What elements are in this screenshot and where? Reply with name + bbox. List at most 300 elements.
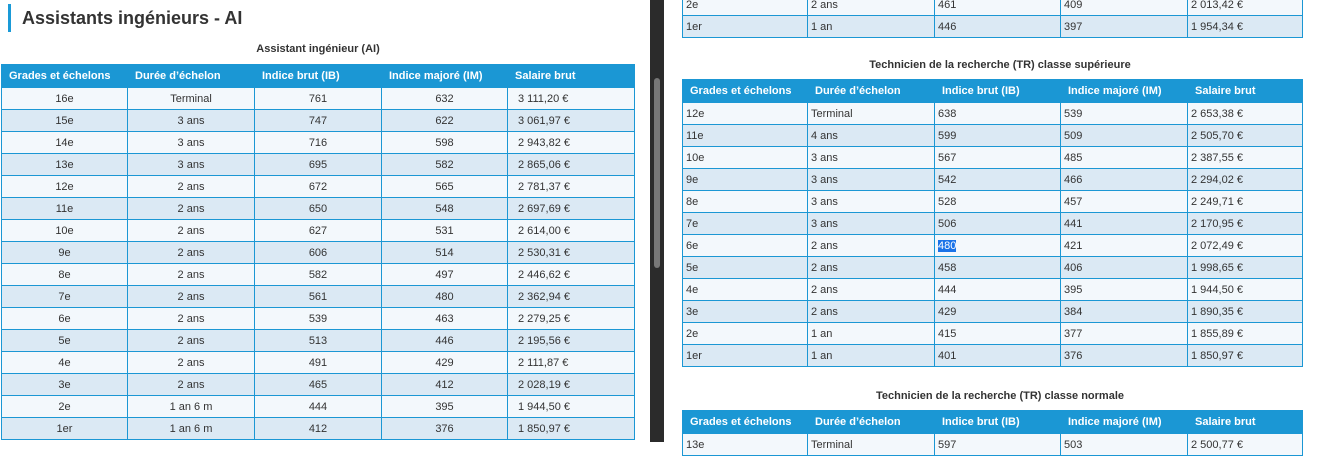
cell-text: 6e — [58, 312, 71, 325]
cell-text: 2 195,56 € — [518, 334, 570, 347]
cell-indice-brut — [255, 132, 382, 154]
cell-text: 480 — [435, 290, 454, 303]
cell-indice-majore — [1061, 323, 1188, 345]
cell-text: 3 ans — [177, 158, 205, 171]
cell-text: 606 — [308, 246, 328, 259]
cell-text: 4 ans — [811, 129, 838, 142]
cell-indice-majore — [1061, 235, 1188, 257]
cell-indice-majore — [1061, 16, 1188, 38]
cell-salary — [1188, 257, 1303, 279]
cell-indice-majore — [1061, 103, 1188, 125]
cell-text: 421 — [1064, 239, 1083, 252]
cell-text: 395 — [1064, 283, 1083, 296]
cell-grade — [683, 169, 808, 191]
cell-text: 695 — [308, 158, 328, 171]
cell-salary — [1188, 235, 1303, 257]
cell-indice-brut — [255, 396, 382, 418]
cell-text: 7e — [58, 290, 71, 303]
salary-table-tr-normal — [682, 410, 1303, 456]
cell-text: 761 — [308, 92, 328, 105]
cell-text: 539 — [1064, 107, 1083, 120]
table-row — [683, 434, 1303, 456]
cell-text: 3 ans — [177, 136, 205, 149]
cell-grade — [683, 191, 808, 213]
cell-indice-majore — [382, 198, 508, 220]
cell-text: 6e — [686, 239, 699, 252]
cell-text: 444 — [308, 400, 328, 413]
cell-text: 1 954,34 € — [1191, 20, 1243, 33]
column-header-indice-brut: Indice brut (IB) — [935, 411, 1061, 434]
cell-indice-majore — [382, 396, 508, 418]
cell-text: 3 ans — [811, 195, 838, 208]
cell-text: 2 ans — [177, 180, 205, 193]
cell-text: 415 — [938, 327, 957, 340]
cell-text: 1 an — [811, 20, 833, 33]
column-header-grade: Grades et échelons — [683, 411, 808, 434]
cell-duration — [128, 330, 255, 352]
cell-text: 2 446,62 € — [518, 268, 570, 281]
cell-indice-brut — [935, 345, 1061, 367]
cell-grade — [2, 220, 128, 242]
cell-text: 2 943,82 € — [518, 136, 570, 149]
cell-indice-brut — [255, 110, 382, 132]
cell-text: 747 — [308, 114, 328, 127]
cell-duration — [128, 220, 255, 242]
column-header-grade: Grades et échelons — [2, 65, 128, 88]
cell-text: 1er — [686, 20, 702, 33]
cell-indice-brut — [255, 308, 382, 330]
cell-salary — [508, 154, 635, 176]
cell-text: 3 061,97 € — [518, 114, 570, 127]
scrollbar-thumb[interactable] — [654, 78, 660, 268]
cell-text: 2 530,31 € — [518, 246, 570, 259]
column-header-duration: Durée d’échelon — [128, 65, 255, 88]
cell-text: 2 697,69 € — [518, 202, 570, 215]
cell-duration — [808, 213, 935, 235]
table-row — [683, 301, 1303, 323]
cell-grade — [683, 279, 808, 301]
cell-indice-brut — [935, 16, 1061, 38]
cell-indice-brut — [255, 286, 382, 308]
cell-text: 15e — [55, 114, 74, 127]
cell-salary — [508, 176, 635, 198]
cell-indice-majore — [382, 132, 508, 154]
cell-indice-brut — [935, 0, 1061, 16]
table-row — [2, 88, 635, 110]
cell-text: Terminal — [811, 107, 853, 120]
table-row — [2, 198, 635, 220]
column-header-indice-brut: Indice brut (IB) — [255, 65, 382, 88]
cell-text: 12e — [55, 180, 74, 193]
cell-text: Terminal — [170, 92, 212, 105]
cell-indice-majore — [1061, 191, 1188, 213]
cell-indice-brut — [935, 125, 1061, 147]
cell-text: 2 028,19 € — [518, 378, 570, 391]
cell-grade — [2, 110, 128, 132]
cell-salary — [508, 110, 635, 132]
cell-text: 446 — [938, 20, 957, 33]
cell-indice-brut — [255, 176, 382, 198]
cell-indice-majore — [382, 264, 508, 286]
cell-duration — [808, 191, 935, 213]
cell-grade — [2, 374, 128, 396]
cell-indice-brut — [935, 191, 1061, 213]
salary-table-previous — [682, 0, 1303, 38]
cell-indice-majore — [382, 286, 508, 308]
cell-text: 11e — [55, 202, 74, 215]
cell-indice-majore — [1061, 257, 1188, 279]
cell-text: 2 279,25 € — [518, 312, 570, 325]
cell-grade — [2, 352, 128, 374]
column-header-salary: Salaire brut — [1188, 80, 1303, 103]
table-row — [2, 154, 635, 176]
cell-indice-majore — [1061, 213, 1188, 235]
cell-grade — [2, 330, 128, 352]
cell-text: 461 — [938, 0, 957, 11]
cell-text: 3 ans — [811, 173, 838, 186]
column-header-indice-majore: Indice majoré (IM) — [1061, 80, 1188, 103]
cell-text: 11e — [686, 129, 704, 142]
column-header-duration: Durée d’échelon — [808, 411, 935, 434]
cell-text: 10e — [686, 151, 705, 164]
cell-indice-majore — [382, 374, 508, 396]
cell-text: 2 ans — [811, 261, 838, 274]
cell-text: 2 170,95 € — [1191, 217, 1243, 230]
cell-text: 509 — [1064, 129, 1083, 142]
cell-text: 2 ans — [177, 312, 205, 325]
table-row — [2, 264, 635, 286]
cell-salary — [1188, 301, 1303, 323]
cell-text: 401 — [938, 349, 957, 362]
cell-text: 1 an 6 m — [169, 400, 213, 413]
table-row — [2, 418, 635, 440]
table-row — [2, 286, 635, 308]
cell-text: 466 — [1064, 173, 1083, 186]
cell-indice-majore — [382, 110, 508, 132]
cell-duration — [128, 396, 255, 418]
cell-duration — [128, 352, 255, 374]
cell-indice-majore — [1061, 279, 1188, 301]
cell-text: 716 — [308, 136, 328, 149]
table-caption-ai: Assistant ingénieur (AI) — [256, 43, 380, 55]
cell-grade — [683, 434, 808, 456]
cell-salary — [508, 308, 635, 330]
cell-indice-brut — [255, 198, 382, 220]
cell-salary — [1188, 191, 1303, 213]
cell-salary — [508, 264, 635, 286]
cell-text: 3e — [686, 305, 699, 318]
cell-text: 2 ans — [177, 334, 205, 347]
cell-duration — [808, 147, 935, 169]
cell-text: 8e — [58, 268, 71, 281]
table-row — [683, 213, 1303, 235]
cell-text: 465 — [308, 378, 328, 391]
cell-grade — [2, 418, 128, 440]
cell-salary — [1188, 169, 1303, 191]
cell-salary — [508, 286, 635, 308]
cell-grade — [683, 147, 808, 169]
cell-text: 567 — [938, 151, 957, 164]
cell-indice-majore — [382, 418, 508, 440]
cell-duration — [808, 323, 935, 345]
cell-text: 412 — [435, 378, 454, 391]
cell-text: 2 387,55 € — [1191, 151, 1243, 164]
cell-salary — [508, 374, 635, 396]
cell-duration — [808, 16, 935, 38]
cell-text: 2e — [58, 400, 71, 413]
cell-duration — [128, 374, 255, 396]
cell-duration — [128, 418, 255, 440]
table-row — [683, 257, 1303, 279]
table-row — [2, 220, 635, 242]
table-row — [2, 176, 635, 198]
table-row — [683, 147, 1303, 169]
cell-text: 2 ans — [177, 290, 205, 303]
cell-text: 376 — [435, 422, 454, 435]
cell-salary — [508, 88, 635, 110]
cell-text: 539 — [308, 312, 328, 325]
cell-text: 650 — [308, 202, 328, 215]
cell-text: 412 — [308, 422, 328, 435]
cell-indice-brut — [935, 213, 1061, 235]
table-row — [683, 279, 1303, 301]
cell-text: 458 — [938, 261, 957, 274]
cell-indice-brut — [255, 242, 382, 264]
selected-text: 480 — [938, 239, 957, 252]
cell-text: 2 ans — [811, 239, 838, 252]
cell-text: 548 — [435, 202, 454, 215]
cell-indice-brut — [935, 169, 1061, 191]
cell-salary — [1188, 213, 1303, 235]
cell-indice-majore — [1061, 169, 1188, 191]
cell-salary — [1188, 125, 1303, 147]
cell-indice-majore — [382, 242, 508, 264]
cell-text: 395 — [435, 400, 454, 413]
cell-duration — [808, 345, 935, 367]
cell-salary — [508, 220, 635, 242]
cell-text: 2 ans — [177, 268, 205, 281]
cell-salary — [508, 132, 635, 154]
cell-indice-majore — [382, 176, 508, 198]
cell-text: 13e — [686, 438, 705, 451]
cell-text: 463 — [435, 312, 454, 325]
column-header-salary: Salaire brut — [508, 65, 635, 88]
cell-text: 491 — [308, 356, 328, 369]
cell-grade — [683, 213, 808, 235]
table-row — [2, 352, 635, 374]
cell-grade — [2, 286, 128, 308]
cell-text: 2 ans — [177, 356, 205, 369]
cell-text: 1 an — [811, 349, 833, 362]
cell-indice-brut — [255, 264, 382, 286]
cell-text: Terminal — [811, 438, 853, 451]
cell-indice-brut — [255, 374, 382, 396]
table-header-row — [683, 411, 1303, 434]
cell-text: 1 944,50 € — [1191, 283, 1243, 296]
table-row — [683, 16, 1303, 38]
table-row — [683, 323, 1303, 345]
cell-text: 514 — [435, 246, 454, 259]
cell-text: 598 — [435, 136, 454, 149]
cell-text: 2 294,02 € — [1191, 173, 1243, 186]
cell-indice-brut — [255, 330, 382, 352]
cell-text: 4e — [58, 356, 71, 369]
cell-text: 13e — [55, 158, 74, 171]
cell-text: 457 — [1064, 195, 1083, 208]
cell-duration — [128, 242, 255, 264]
left-pane[interactable] — [0, 0, 650, 442]
cell-salary — [508, 330, 635, 352]
cell-grade — [2, 132, 128, 154]
cell-grade — [2, 396, 128, 418]
cell-text: 2 ans — [177, 202, 205, 215]
split-divider[interactable] — [650, 0, 664, 442]
table-row — [2, 242, 635, 264]
cell-text: 10e — [55, 224, 74, 237]
cell-indice-brut — [255, 88, 382, 110]
column-header-duration: Durée d’échelon — [808, 80, 935, 103]
table-row — [683, 169, 1303, 191]
cell-text: 1 890,35 € — [1191, 305, 1243, 318]
cell-text: 1er — [686, 349, 702, 362]
cell-grade — [2, 176, 128, 198]
cell-text: 397 — [1064, 20, 1083, 33]
cell-grade — [683, 16, 808, 38]
cell-duration — [128, 110, 255, 132]
cell-indice-majore — [382, 88, 508, 110]
right-pane[interactable] — [664, 0, 1280, 451]
column-header-indice-majore: Indice majoré (IM) — [1061, 411, 1188, 434]
column-header-indice-brut: Indice brut (IB) — [935, 80, 1061, 103]
cell-duration — [808, 434, 935, 456]
cell-salary — [1188, 16, 1303, 38]
cell-duration — [808, 103, 935, 125]
cell-text: 2 ans — [177, 246, 205, 259]
cell-duration — [128, 176, 255, 198]
cell-indice-brut — [255, 154, 382, 176]
cell-indice-brut — [255, 352, 382, 374]
cell-salary — [1188, 147, 1303, 169]
cell-duration — [128, 308, 255, 330]
table-row — [683, 103, 1303, 125]
cell-text: 2 ans — [811, 0, 838, 11]
cell-text: 429 — [938, 305, 957, 318]
table-row — [2, 396, 635, 418]
cell-text: 384 — [1064, 305, 1083, 318]
cell-text: 1er — [56, 422, 73, 435]
cell-text: 3 ans — [177, 114, 205, 127]
cell-text: 1 an 6 m — [169, 422, 213, 435]
cell-grade — [2, 88, 128, 110]
cell-indice-brut — [255, 418, 382, 440]
cell-text: 2 ans — [177, 224, 205, 237]
cell-grade — [683, 0, 808, 16]
cell-salary — [1188, 0, 1303, 16]
salary-table-tr-sup — [682, 79, 1303, 367]
column-header-grade: Grades et échelons — [683, 80, 808, 103]
cell-grade — [2, 264, 128, 286]
cell-indice-majore — [1061, 0, 1188, 16]
cell-duration — [808, 125, 935, 147]
cell-duration — [128, 264, 255, 286]
cell-text: 485 — [1064, 151, 1083, 164]
cell-text: 3 ans — [811, 217, 838, 230]
cell-salary — [1188, 434, 1303, 456]
cell-text: 8e — [686, 195, 699, 208]
cell-text: 4e — [686, 283, 699, 296]
cell-indice-brut — [935, 434, 1061, 456]
page-heading: Assistants ingénieurs - AI — [8, 4, 242, 32]
table-caption-tr-normal: Technicien de la recherche (TR) classe normale — [875, 390, 1124, 402]
cell-text: 3e — [58, 378, 71, 391]
cell-salary — [508, 198, 635, 220]
cell-indice-majore — [382, 154, 508, 176]
cell-text: 2 865,06 € — [518, 158, 570, 171]
table-caption-tr-sup: Technicien de la recherche (TR) classe supérieure — [869, 59, 1131, 71]
table-row — [683, 125, 1303, 147]
cell-indice-brut — [935, 279, 1061, 301]
cell-salary — [1188, 345, 1303, 367]
table-row — [2, 330, 635, 352]
cell-salary — [1188, 103, 1303, 125]
cell-text: 377 — [1064, 327, 1083, 340]
cell-text: 565 — [435, 180, 454, 193]
cell-salary — [1188, 279, 1303, 301]
salary-table-ai — [1, 64, 635, 440]
table-row — [2, 132, 635, 154]
cell-text: 444 — [938, 283, 957, 296]
cell-indice-majore — [382, 220, 508, 242]
cell-text: 2 362,94 € — [518, 290, 570, 303]
cell-salary — [1188, 323, 1303, 345]
cell-indice-brut — [935, 103, 1061, 125]
cell-text: 1 850,97 € — [518, 422, 570, 435]
cell-indice-majore — [1061, 301, 1188, 323]
table-row — [683, 191, 1303, 213]
cell-grade — [683, 103, 808, 125]
cell-grade — [2, 242, 128, 264]
cell-text: 2 ans — [811, 305, 838, 318]
cell-duration — [808, 279, 935, 301]
cell-indice-brut — [255, 220, 382, 242]
cell-text: 513 — [308, 334, 328, 347]
cell-duration — [808, 169, 935, 191]
cell-text: 9e — [58, 246, 71, 259]
cell-text: 1 850,97 € — [1191, 349, 1243, 362]
cell-indice-majore — [382, 330, 508, 352]
cell-indice-brut — [935, 147, 1061, 169]
cell-indice-brut — [935, 235, 1061, 257]
cell-text: 599 — [938, 129, 957, 142]
cell-text: 14e — [55, 136, 74, 149]
cell-text: 3 ans — [811, 151, 838, 164]
table-row — [683, 0, 1303, 16]
cell-text: 528 — [938, 195, 957, 208]
cell-text: 2 653,38 € — [1191, 107, 1243, 120]
cell-text: 1 998,65 € — [1191, 261, 1243, 274]
table-header-row — [683, 80, 1303, 103]
cell-text: 632 — [435, 92, 454, 105]
cell-text: 2 ans — [811, 283, 838, 296]
cell-text: 2e — [686, 327, 699, 340]
table-row — [2, 110, 635, 132]
column-header-salary: Salaire brut — [1188, 411, 1303, 434]
table-row — [683, 235, 1303, 257]
cell-duration — [128, 198, 255, 220]
cell-text: 672 — [308, 180, 328, 193]
cell-text: 5e — [58, 334, 71, 347]
cell-text: 497 — [435, 268, 454, 281]
